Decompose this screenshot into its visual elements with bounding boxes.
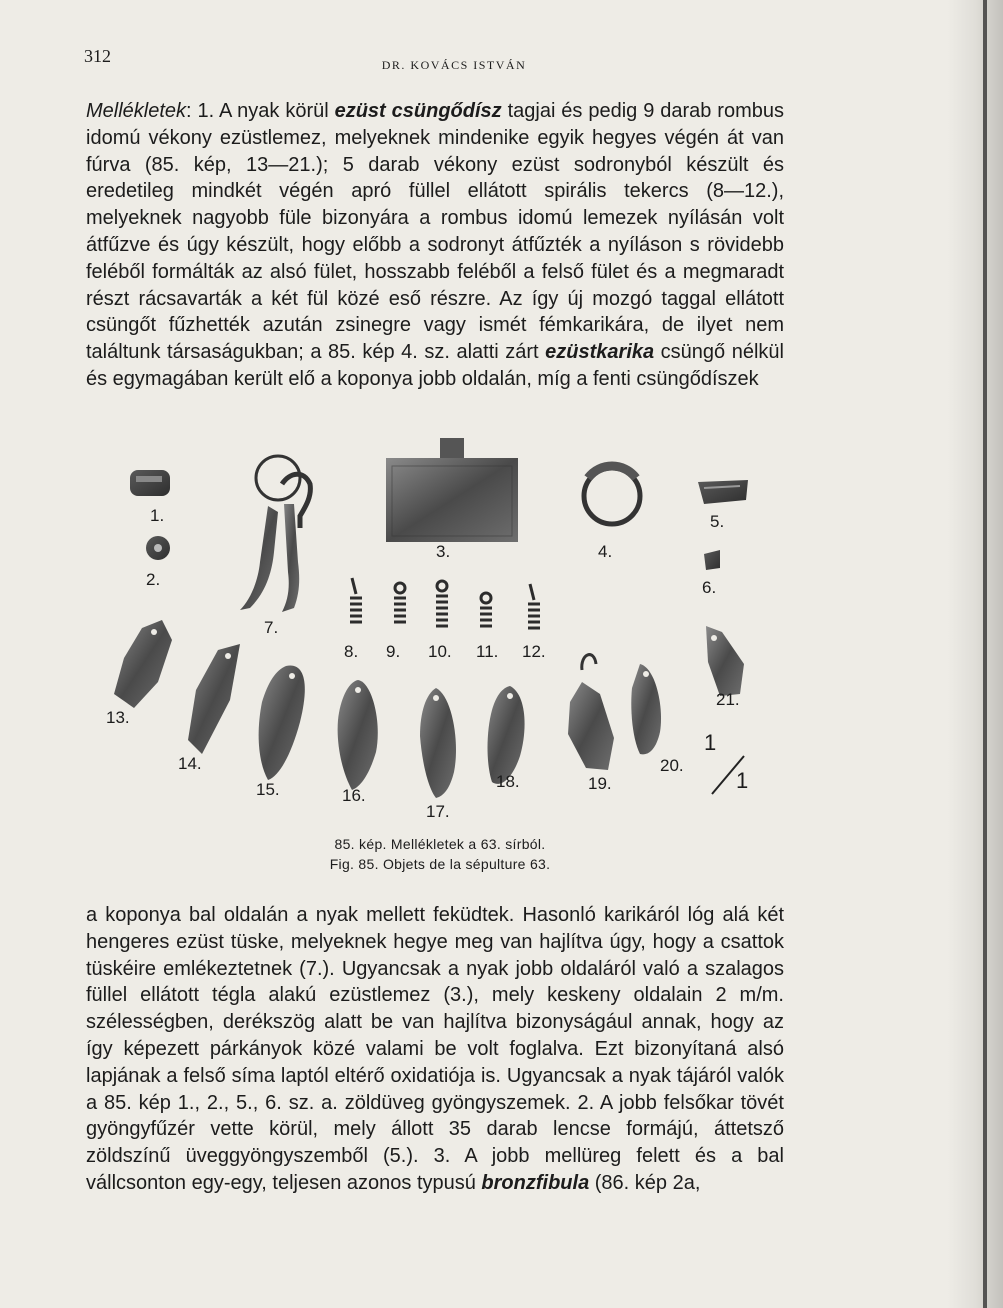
spiral-8 — [350, 578, 362, 622]
pendant-19 — [568, 682, 614, 770]
paragraph-1 — [86, 98, 784, 393]
paragraph-1-text-c: csüngő nélkül és egymagában került elő a koponya jobb oldalán, míg a fenti csüngődíszek — [86, 341, 784, 390]
label-1: 1. — [150, 506, 165, 525]
label-7: 7. — [264, 618, 279, 637]
paragraph-1-text-a: : 1. A nyak körül — [186, 100, 335, 122]
pendant-18 — [488, 686, 525, 784]
label-18: 18. — [496, 772, 520, 791]
pendant-20 — [631, 664, 661, 754]
label-3: 3. — [436, 542, 451, 561]
label-8: 8. — [344, 642, 359, 661]
scale-numerator: 1 — [704, 730, 717, 755]
label-6: 6. — [702, 578, 717, 597]
label-10: 10. — [428, 642, 452, 661]
object-2-bead — [146, 536, 170, 560]
paragraph-2-text-a: a koponya bal oldalán a nyak mellett feküdtek. Hasonló karikáról lóg alá két hengeres ezüst tüske, melyeknek hegye meg van hajlítva úgy, hogy a csattok tüskéire emlékeztetnek (7.). Ugyancsak a nyak jobb oldaláról való a szalagos füllel ellátott tégla alakú ezüstlemez (3.), mely keskeny oldalain 2 m/m. szélességben, derékszög alatt be van hajlítva bizonyságául annak, hogy az így képezett párkányok közé valami be volt foglalva. Ezt bizonyítaná alsó lapjának a felső síma laptól eltérő oxidatiója is. Ugyancsak a nyak tájáról valók a 85. kép 1., 2., 5., 6. sz. a. zöldüveg gyöngyszemek. 2. A jobb felsőkar tövét gyöngyfűzér vette körül, mely állott 35 darab lencse formájú, áttetsző zöldszínű üveggyöngyszemből (5.). 3. A jobb mellüreg felett és a bal vállcsonton egy-egy, teljesen azonos typusú — [86, 904, 784, 1194]
spiral-11 — [480, 593, 492, 626]
pendant-17 — [420, 688, 456, 798]
label-20: 20. — [660, 756, 684, 775]
label-12: 12. — [522, 642, 546, 661]
label-15: 15. — [256, 780, 280, 799]
object-7-ring-with-pins — [240, 456, 310, 612]
label-17: 17. — [426, 802, 450, 821]
pendant-15 — [259, 665, 305, 780]
label-11: 11. — [476, 642, 499, 661]
object-6-bead — [704, 550, 720, 570]
label-5: 5. — [710, 512, 725, 531]
object-3-silver-plate — [386, 438, 518, 542]
emphasis-bronzfibula: bronzfibula — [481, 1171, 590, 1194]
object-1-bead — [130, 470, 170, 496]
figure-caption-hungarian: 85. kép. Mellékletek a 63. sírból. — [334, 836, 546, 852]
pendant-13 — [114, 620, 172, 708]
label-4: 4. — [598, 542, 613, 561]
label-16: 16. — [342, 786, 366, 805]
object-5-bead-string — [698, 480, 748, 504]
spiral-10 — [436, 581, 448, 626]
paragraph-2 — [86, 902, 784, 1197]
emphasis-ezust-csungodisz: ezüst csüngődísz — [334, 100, 502, 122]
label-14: 14. — [178, 754, 202, 773]
emphasis-ezustkarika: ezüstkarika — [545, 341, 655, 364]
spiral-12 — [528, 584, 540, 628]
paragraph-1-text-b: tagjai és pedig 9 darab rombus idomú vékony ezüstlemez, melyeknek mindenike egyik hegyes végén át van fúrva (85. kép, 13—21.); 5 darab vékony ezüst sodronyból készült és eredetileg mindkét végén apró füllel ellátott spirális tekercs (8—12.), melyeknek nagyobb füle bizonyára a rombus idomú lemezek nyílásán volt átfűzve és úgy készült, hogy előbb a sodronyt átfűzték a nyíláson s rövidebb feléből formálták az alsó fület, hosszabb feléből a felső fület és a megmaradt részt rácsavarták a két fül közé eső részre. Az így új mozgó taggal ellátott csüngőt fűzhették azután zsinegre vagy ismét fémkarikára, de ilyet nem találtunk társaságukban; a 85. kép 4. sz. alatti zárt — [86, 100, 784, 364]
objects-8-12-spirals — [350, 578, 540, 628]
label-9: 9. — [386, 642, 401, 661]
label-21: 21. — [716, 690, 740, 709]
page-number: 312 — [84, 46, 111, 66]
figure-85 — [100, 432, 780, 830]
figure-caption-french: Fig. 85. Objets de la sépulture 63. — [329, 856, 551, 872]
pendant-16 — [338, 680, 378, 790]
running-head: DR. KOVÁCS ISTVÁN — [381, 58, 527, 72]
label-2: 2. — [146, 570, 161, 589]
binding-edge-line — [983, 0, 987, 1308]
section-lead: Mellékletek — [86, 100, 187, 122]
label-19: 19. — [588, 774, 612, 793]
object-4-silver-ring — [584, 466, 640, 524]
scale-denominator: 1 — [736, 768, 749, 793]
binding-shadow — [947, 0, 1003, 1308]
paragraph-2-text-b: (86. kép 2a, — [589, 1171, 701, 1194]
pendant-14 — [188, 644, 240, 754]
spiral-9 — [394, 583, 406, 622]
label-13: 13. — [106, 708, 130, 727]
